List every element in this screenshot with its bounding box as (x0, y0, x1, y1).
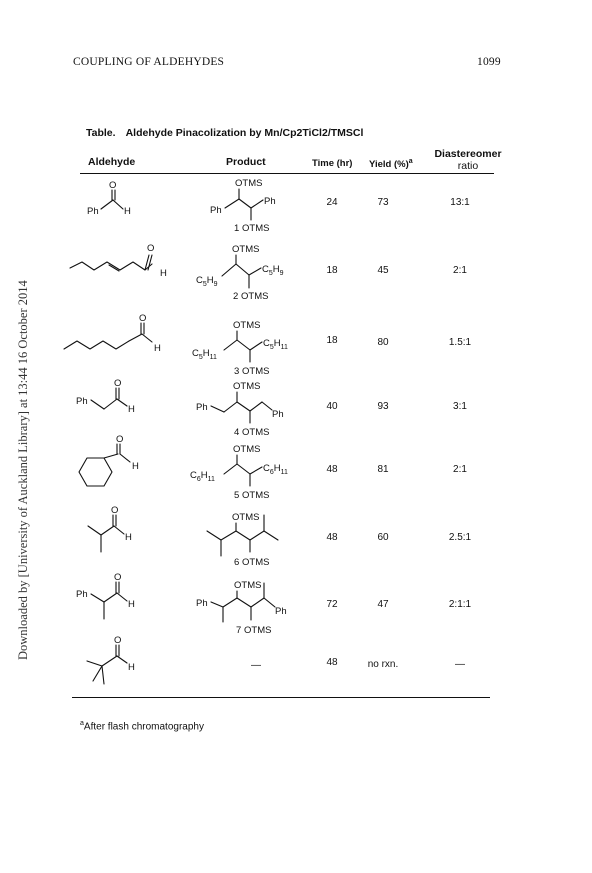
subscript: 6 (269, 469, 274, 476)
product-3 (192, 320, 288, 377)
h-label: H (128, 404, 135, 415)
subscript: 5 (269, 344, 274, 351)
c-atom: C (262, 264, 269, 275)
product-number-7: 7 (236, 625, 242, 636)
aldehyde-pivaldehyde (87, 635, 135, 684)
otms-label: OTMS (241, 291, 269, 302)
subscript: 11 (280, 344, 288, 351)
row3-yield: 80 (377, 337, 389, 348)
product-number-3: 3 (234, 366, 240, 377)
aldehyde-phenylacetaldehyde (76, 378, 135, 415)
o-label: O (114, 378, 122, 389)
product-number-1: 1 (234, 223, 240, 234)
row8-product-none: — (251, 660, 261, 671)
c5h11-label (263, 338, 288, 351)
ph-label: Ph (76, 396, 88, 407)
otms-label: OTMS (244, 625, 272, 636)
otms-label: OTMS (242, 366, 270, 377)
header-ratio-line2: ratio (457, 160, 479, 172)
aldehyde-benzaldehyde (87, 180, 131, 217)
row3-time: 18 (326, 335, 338, 346)
product-number-6: 6 (234, 557, 240, 568)
aldehyde-hexenal (70, 243, 167, 279)
subscript: 11 (207, 476, 215, 483)
h-label: H (125, 532, 132, 543)
row1-ratio: 13:1 (450, 197, 470, 208)
row2-yield: 45 (377, 265, 389, 276)
otms-label: OTMS (232, 512, 260, 523)
header-time: Time (hr) (312, 158, 353, 169)
aldehyde-cyclohexanecarboxaldehyde (79, 434, 139, 486)
row1-time: 24 (326, 197, 338, 208)
o-label: O (139, 313, 147, 324)
h-atom: H (272, 264, 280, 275)
row8-ratio: — (455, 659, 465, 670)
h-label: H (128, 599, 135, 610)
row8-time: 48 (326, 657, 338, 668)
row4-yield: 93 (377, 401, 389, 412)
footnote-marker: a (80, 720, 84, 727)
subscript: 9 (279, 270, 284, 277)
c5h9-label (262, 264, 284, 277)
h-label: H (160, 268, 167, 279)
h-label: H (124, 206, 131, 217)
ph-label: Ph (275, 606, 287, 617)
subscript: 11 (209, 354, 217, 361)
product-4 (196, 381, 284, 438)
row2-time: 18 (326, 265, 338, 276)
c6h11-label (263, 463, 288, 476)
row6-yield: 60 (377, 532, 389, 543)
row7-ratio: 2:1:1 (448, 599, 472, 610)
subscript: 11 (280, 469, 288, 476)
otms-label: OTMS (233, 381, 261, 392)
row5-time: 48 (326, 464, 338, 475)
ph-label: Ph (76, 589, 88, 600)
otms-label: OTMS (242, 557, 270, 568)
ph-label: Ph (272, 409, 284, 420)
row2-ratio: 2:1 (453, 265, 467, 276)
row4-ratio: 3:1 (453, 401, 467, 412)
subscript: 9 (213, 281, 218, 288)
ph-label: Ph (264, 196, 276, 207)
row4-time: 40 (326, 401, 338, 412)
subscript: 6 (196, 476, 201, 483)
c-atom: C (190, 470, 197, 481)
row6-ratio: 2.5:1 (448, 532, 472, 543)
footnote (80, 720, 204, 732)
c5h9-label (196, 275, 218, 288)
h-atom: H (273, 463, 281, 474)
row5-ratio: 2:1 (453, 464, 467, 475)
c-atom: C (192, 348, 199, 359)
c6h11-label (190, 470, 215, 483)
aldehyde-hexanal (64, 313, 161, 354)
aldehyde-phenylpropanal (76, 572, 135, 619)
c-atom: C (263, 338, 270, 349)
ph-label: Ph (87, 206, 99, 217)
product-2 (196, 244, 284, 302)
otms-label: OTMS (242, 490, 270, 501)
h-atom: H (206, 275, 214, 286)
running-head-title: COUPLING OF ALDEHYDES (73, 56, 225, 68)
otms-label: OTMS (235, 178, 263, 189)
h-atom: H (200, 470, 208, 481)
header-yield-label: Yield (%) (369, 159, 409, 171)
product-5 (190, 444, 288, 501)
product-number-2: 2 (233, 291, 239, 302)
table-title: Aldehyde Pinacolization by Mn/Cp2TiCl2/TMSCl (125, 127, 364, 139)
h-atom: H (273, 338, 281, 349)
o-label: O (111, 505, 119, 516)
c-atom: C (196, 275, 203, 286)
product-number-5: 5 (234, 490, 240, 501)
product-number-4: 4 (234, 427, 240, 438)
h-atom: H (202, 348, 210, 359)
page-number: 1099 (477, 56, 501, 68)
otms-label: OTMS (234, 580, 262, 591)
ph-label: Ph (196, 402, 208, 413)
row1-yield: 73 (377, 197, 389, 208)
o-label: O (116, 434, 124, 445)
aldehyde-isobutyraldehyde (88, 505, 132, 552)
header-product: Product (226, 156, 266, 168)
o-label: O (114, 635, 122, 646)
header-ratio-line1: Diastereomer (434, 148, 502, 160)
row8-yield: no rxn. (367, 659, 399, 670)
c-atom: C (263, 463, 270, 474)
h-label: H (154, 343, 161, 354)
row7-time: 72 (326, 599, 338, 610)
footnote-text: After flash chromatography (83, 721, 204, 733)
header-aldehyde: Aldehyde (88, 156, 136, 168)
row6-time: 48 (326, 532, 338, 543)
ph-label: Ph (196, 598, 208, 609)
o-label: O (147, 243, 155, 254)
product-7 (196, 580, 287, 636)
table-label: Table. (86, 127, 116, 139)
h-label: H (128, 662, 135, 673)
product-1 (210, 178, 276, 234)
row3-ratio: 1.5:1 (448, 337, 472, 348)
product-6 (207, 512, 278, 568)
otms-label: OTMS (242, 223, 270, 234)
row7-yield: 47 (377, 599, 389, 610)
subscript: 5 (202, 281, 207, 288)
o-label: O (109, 180, 117, 191)
subscript: 5 (198, 354, 203, 361)
otms-label: OTMS (242, 427, 270, 438)
o-label: O (114, 572, 122, 583)
otms-label: OTMS (233, 320, 261, 331)
download-watermark: Downloaded by [University of Auckland Library] at 13:44 16 October 2014 (16, 280, 30, 660)
ph-label: Ph (210, 205, 222, 216)
h-label: H (132, 461, 139, 472)
header-yield-note: a (408, 158, 413, 165)
subscript: 5 (268, 270, 273, 277)
otms-label: OTMS (233, 444, 261, 455)
otms-label: OTMS (232, 244, 260, 255)
c5h11-label (192, 348, 217, 361)
row5-yield: 81 (377, 464, 389, 475)
